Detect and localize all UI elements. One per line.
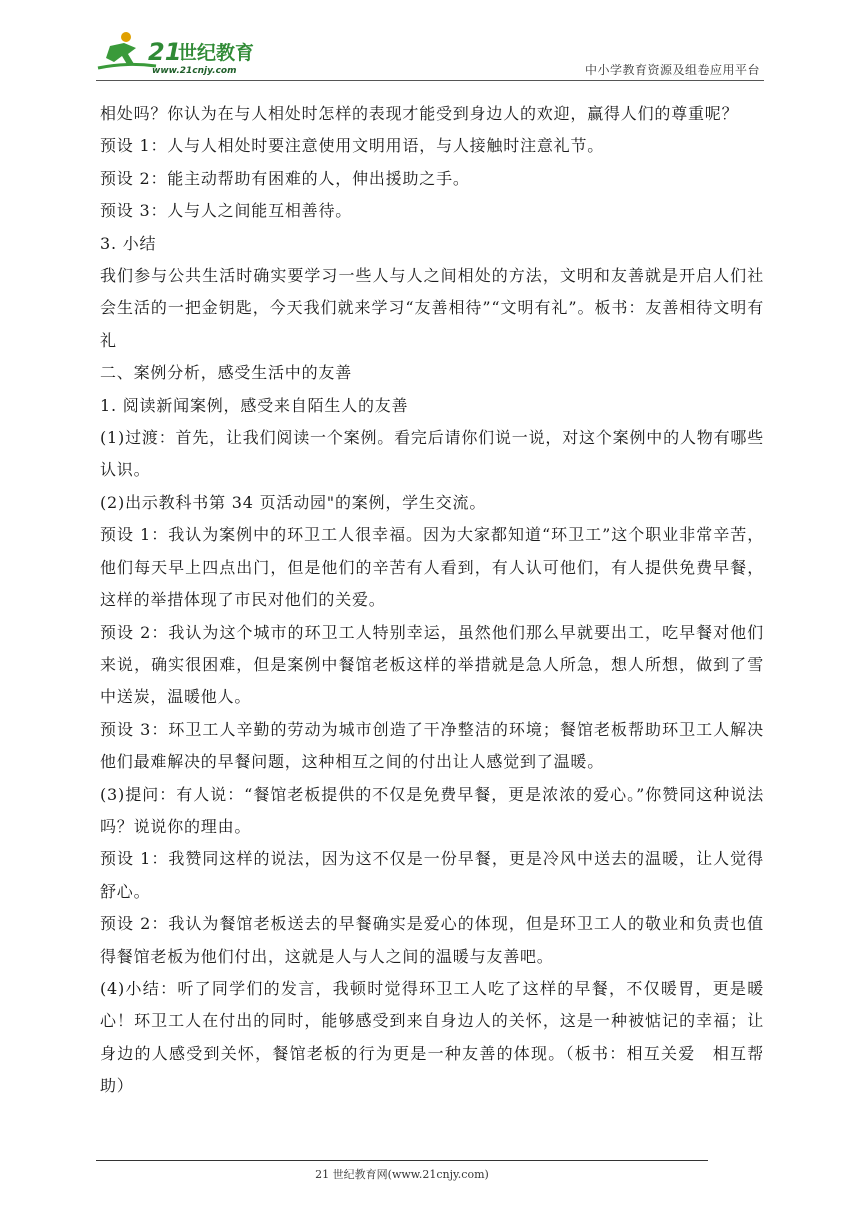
paragraph: 我们参与公共生活时确实要学习一些人与人之间相处的方法，文明和友善就是开启人们社会生活的一把金钥匙，今天我们就来学习“友善相待”“文明有礼”。板书：友善相待文明有礼: [100, 266, 764, 350]
site-logo: [96, 28, 266, 76]
svg-text:世纪教育: 世纪教育: [178, 42, 255, 64]
subsection-heading: 1. 阅读新闻案例，感受来自陌生人的友善: [100, 395, 409, 415]
paragraph: (4)小结：听了同学们的发言，我顿时觉得环卫工人吃了这样的早餐，不仅暖胃，更是暖心！环卫工人在付出的同时，能够感受到来自身边人的关怀，这是一种被惦记的幸福；让身边的人感受到关怀，餐馆老板的行为更是一种友善的体现。（板书：相互关爱 相互帮助）: [100, 978, 764, 1096]
svg-text:www.21cnjy.com: www.21cnjy.com: [152, 66, 237, 76]
platform-name: 中小学教育资源及组卷应用平台: [584, 63, 760, 77]
page-footer: 21 世纪教育网(www.21cnjy.com): [315, 1168, 489, 1181]
header-divider: [96, 80, 764, 81]
paragraph: 预设 3：环卫工人辛勤的劳动为城市创造了干净整洁的环境；餐馆老板帮助环卫工人解决他们最难解决的早餐问题，这种相互之间的付出让人感觉到了温暖。: [100, 719, 764, 772]
section-heading: 3. 小结: [100, 233, 157, 253]
section-heading: 二、案例分析，感受生活中的友善: [100, 363, 353, 383]
paragraph: (2)出示教科书第 34 页活动园"的案例，学生交流。: [100, 492, 487, 512]
paragraph: (1)过渡：首先，让我们阅读一个案例。看完后请你们说一说，对这个案例中的人物有哪些认识。: [100, 428, 764, 480]
paragraph: 预设 2：我认为这个城市的环卫工人特别幸运，虽然他们那么早就要出工，吃早餐对他们来说，确实很困难，但是案例中餐馆老板这样的举措就是急人所急，想人所想，做到了雪中送炭，温暖他人。: [100, 622, 764, 707]
paragraph: 预设 2：能主动帮助有困难的人，伸出援助之手。: [100, 168, 470, 188]
paragraph: 预设 3：人与人之间能互相善待。: [100, 201, 353, 221]
document-body: [100, 98, 764, 1103]
paragraph: 预设 1：我赞同这样的说法，因为这不仅是一份早餐，更是冷风中送去的温暖，让人觉得舒心。: [100, 849, 764, 901]
paragraph: 预设 1：我认为案例中的环卫工人很幸福。因为大家都知道“环卫工”这个职业非常辛苦，他们每天早上四点出门，但是他们的辛苦有人看到，有人认可他们，有人提供免费早餐，这样的举措体现了市民对他们的关爱。: [100, 525, 764, 610]
svg-text:21: 21: [148, 38, 182, 66]
paragraph: 预设 1：人与人相处时要注意使用文明用语，与人接触时注意礼节。: [100, 136, 605, 156]
footer-divider: [96, 1160, 708, 1161]
paragraph: 预设 2：我认为餐馆老板送去的早餐确实是爱心的体现，但是环卫工人的敬业和负责也值得餐馆老板为他们付出，这就是人与人之间的温暖与友善吧。: [100, 914, 764, 966]
paragraph: 相处吗？你认为在与人相处时怎样的表现才能受到身边人的欢迎，赢得人们的尊重呢？: [100, 104, 739, 123]
page-header: [96, 28, 764, 80]
paragraph: (3)提问：有人说：“餐馆老板提供的不仅是免费早餐，更是浓浓的爱心。”你赞同这种说法吗？说说你的理由。: [100, 784, 764, 836]
